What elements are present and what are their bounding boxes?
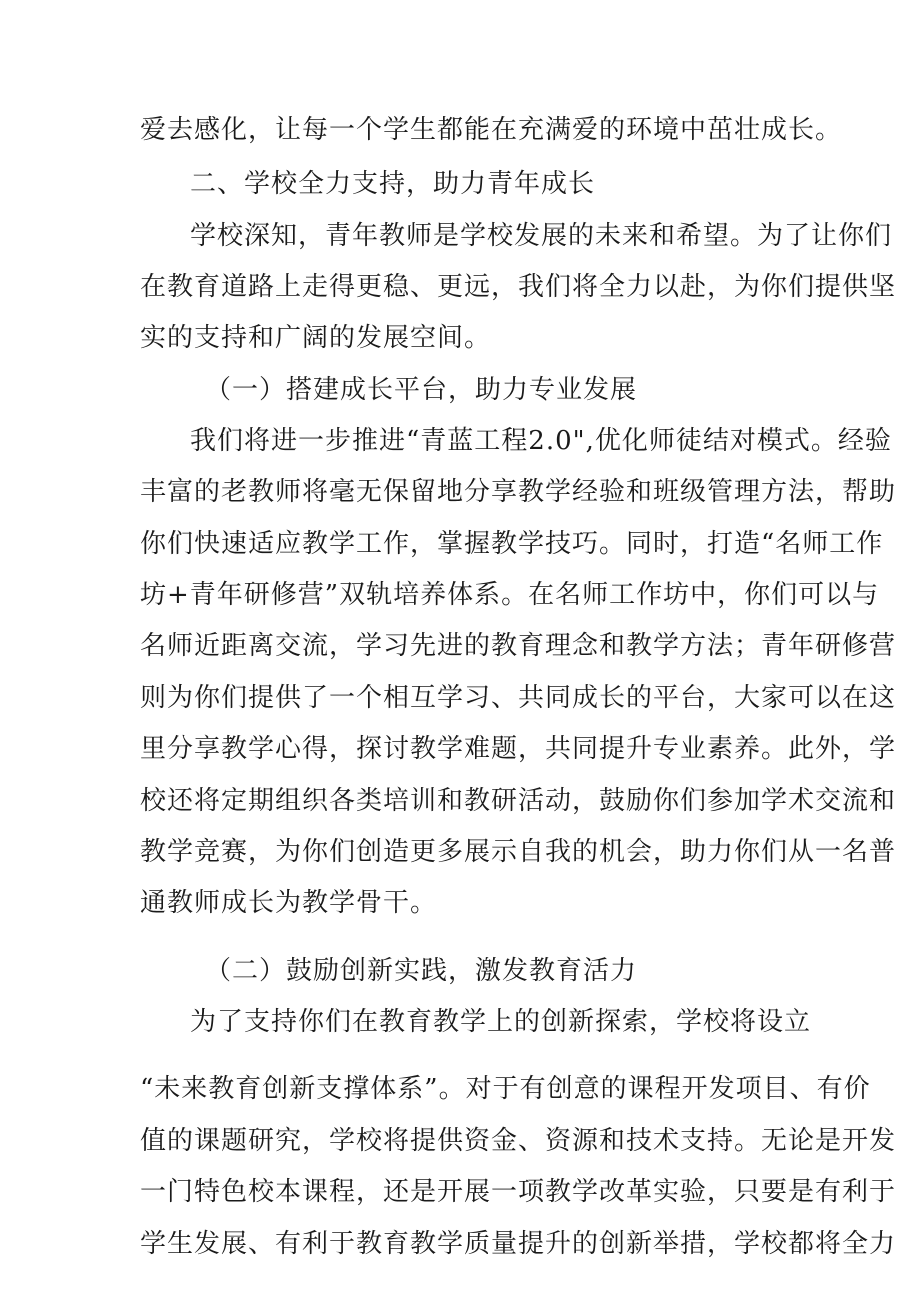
- paragraph-line: “未来教育创新支撑体系”。对于有创意的课程开发项目、有价: [140, 1074, 871, 1104]
- paragraph-line: 学校深知，青年教师是学校发展的未来和希望。为了让你们: [190, 221, 893, 251]
- paragraph-line: 通教师成长为教学骨干。: [140, 888, 438, 918]
- paragraph-line: 爱去感化，让每一个学生都能在充满爱的环境中茁壮成长。: [140, 115, 843, 145]
- subsection-heading: （一）搭建成长平台，助力专业发展: [205, 375, 638, 405]
- paragraph-line: 你们快速适应教学工作，掌握教学技巧。同时，打造“名师工作: [140, 529, 884, 559]
- paragraph-line: 学生发展、有利于教育教学质量提升的创新举措，学校都将全力: [140, 1229, 897, 1259]
- paragraph-line: 校还将定期组织各类培训和教研活动，鼓励你们参加学术交流和: [140, 786, 897, 816]
- subsection-heading: （二）鼓励创新实践，激发教育活力: [205, 956, 638, 986]
- paragraph-line: 则为你们提供了一个相互学习、共同成长的平台，大家可以在这: [140, 683, 897, 713]
- paragraph-line: 名师近距离交流，学习先进的教育理念和教学方法；青年研修营: [140, 631, 897, 661]
- paragraph-line: 丰富的老教师将毫无保留地分享教学经验和班级管理方法，帮助: [140, 477, 897, 507]
- paragraph-line: 里分享教学心得，探讨教学难题，共同提升专业素养。此外，学: [140, 734, 897, 764]
- paragraph-line: 坊+青年研修营”双轨培养体系。在名师工作坊中，你们可以与: [140, 580, 880, 610]
- paragraph-line: 实的支持和广阔的发展空间。: [140, 323, 492, 353]
- paragraph-line: 教学竞赛，为你们创造更多展示自我的机会，助力你们从一名普: [140, 837, 897, 867]
- paragraph-line: 我们将进一步推进“青蓝工程2.0",优化师徒结对模式。经验: [190, 426, 892, 456]
- paragraph-line: 在教育道路上走得更稳、更远，我们将全力以赴，为你们提供坚: [140, 272, 897, 302]
- paragraph-line: 值的课题研究，学校将提供资金、资源和技术支持。无论是开发: [140, 1126, 897, 1156]
- section-heading: 二、学校全力支持，助力青年成长: [190, 169, 596, 199]
- paragraph-line: 一门特色校本课程，还是开展一项教学改革实验，只要是有利于: [140, 1177, 897, 1207]
- paragraph-line: 为了支持你们在教育教学上的创新探索，学校将设立: [190, 1007, 812, 1037]
